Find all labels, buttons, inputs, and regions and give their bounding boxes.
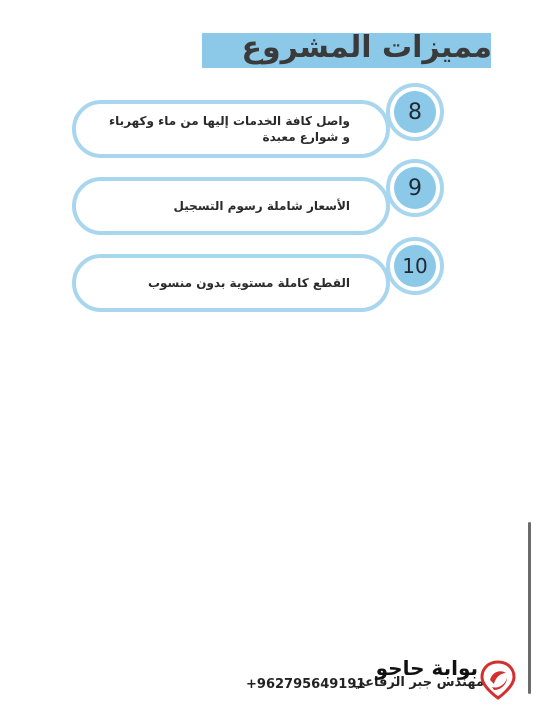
vertical-scrollbar[interactable] xyxy=(528,522,531,694)
feature-number: 10 xyxy=(394,245,436,287)
feature-number-badge-9 xyxy=(386,159,444,217)
feature-number: 9 xyxy=(394,167,436,209)
feature-text xyxy=(90,258,350,308)
feature-card-9 xyxy=(72,177,390,235)
watermark-text: بوابة حاجو xyxy=(375,656,478,680)
feature-line-1: الأسعار شاملة رسوم التسجيل xyxy=(173,199,350,213)
feature-line-1: القطع كاملة مستوية بدون منسوب xyxy=(147,276,350,290)
feature-number-badge-8 xyxy=(386,83,444,141)
feature-number-badge-10 xyxy=(386,237,444,295)
feature-text xyxy=(90,104,350,154)
feature-line-1: واصل كافة الخدمات إليها من ماء وكهرباء xyxy=(109,114,350,128)
feature-line-2: و شوارع معبدة xyxy=(262,130,350,144)
contact-name: مهندس جبر الرفاعي xyxy=(351,675,484,690)
location-pin-logo-icon xyxy=(480,660,516,700)
contact-phone: +962795649191 xyxy=(246,677,366,692)
feature-text xyxy=(90,181,350,231)
feature-number: 8 xyxy=(394,91,436,133)
feature-card-8 xyxy=(72,100,390,158)
feature-card-10 xyxy=(72,254,390,312)
page-title: مميزات المشروع xyxy=(241,30,492,65)
